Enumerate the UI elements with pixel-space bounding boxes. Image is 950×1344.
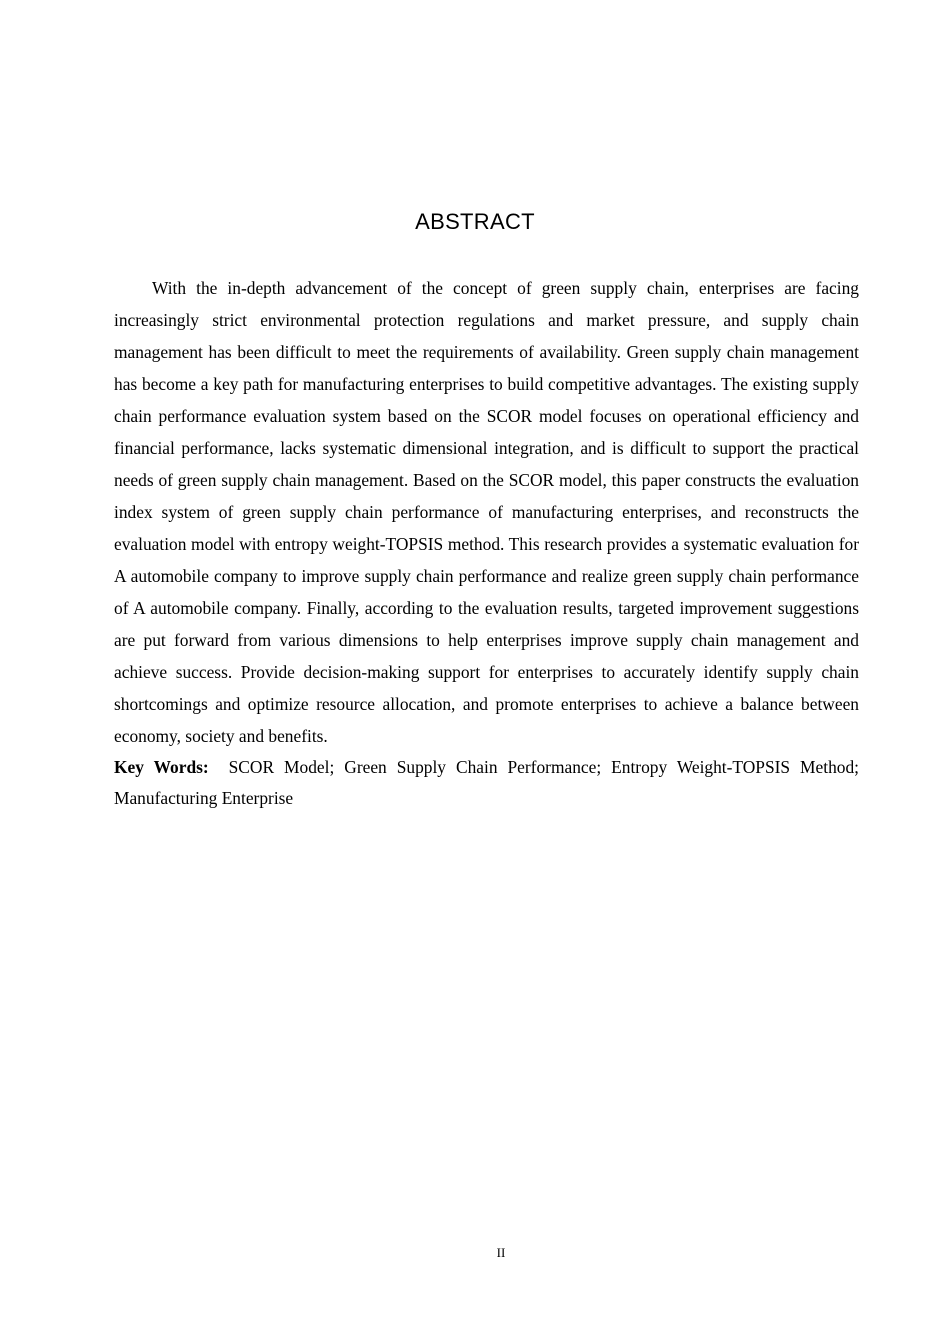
keywords-line [114,752,859,814]
abstract-paragraph: With the in-depth advancement of the concept of green supply chain, enterprises are facing increasingly strict environmental protection regulations and market pressure, and supply chain management has been difficult to meet the requirements of availability. Green supply chain management has become a key path for manufacturing enterprises to build competitive advantages. The existing supply chain performance evaluation system based on the SCOR model focuses on operational efficiency and financial performance, lacks systematic dimensional integration, and is difficult to support the practical needs of green supply chain management. Based on the SCOR model, this paper constructs the evaluation index system of green supply chain performance of manufacturing enterprises, and reconstructs the evaluation model with entropy weight-TOPSIS method. This research provides a systematic evaluation for A automobile company to improve supply chain performance and realize green supply chain performance of A automobile company. Finally, according to the evaluation results, targeted improvement suggestions are put forward from various dimensions to help enterprises improve supply chain management and achieve success. Provide decision-making support for enterprises to accurately identify supply chain shortcomings and optimize resource allocation, and promote enterprises to achieve a balance between economy, society and benefits. [114,278,859,746]
page-number: II [496,1245,506,1260]
keywords-list: SCOR Model; Green Supply Chain Performance; Entropy Weight-TOPSIS Method; Manufacturing Enterprise [114,757,859,808]
abstract-body [114,272,859,814]
keywords-label: Key Words: [114,757,209,777]
abstract-title: ABSTRACT [415,209,535,234]
